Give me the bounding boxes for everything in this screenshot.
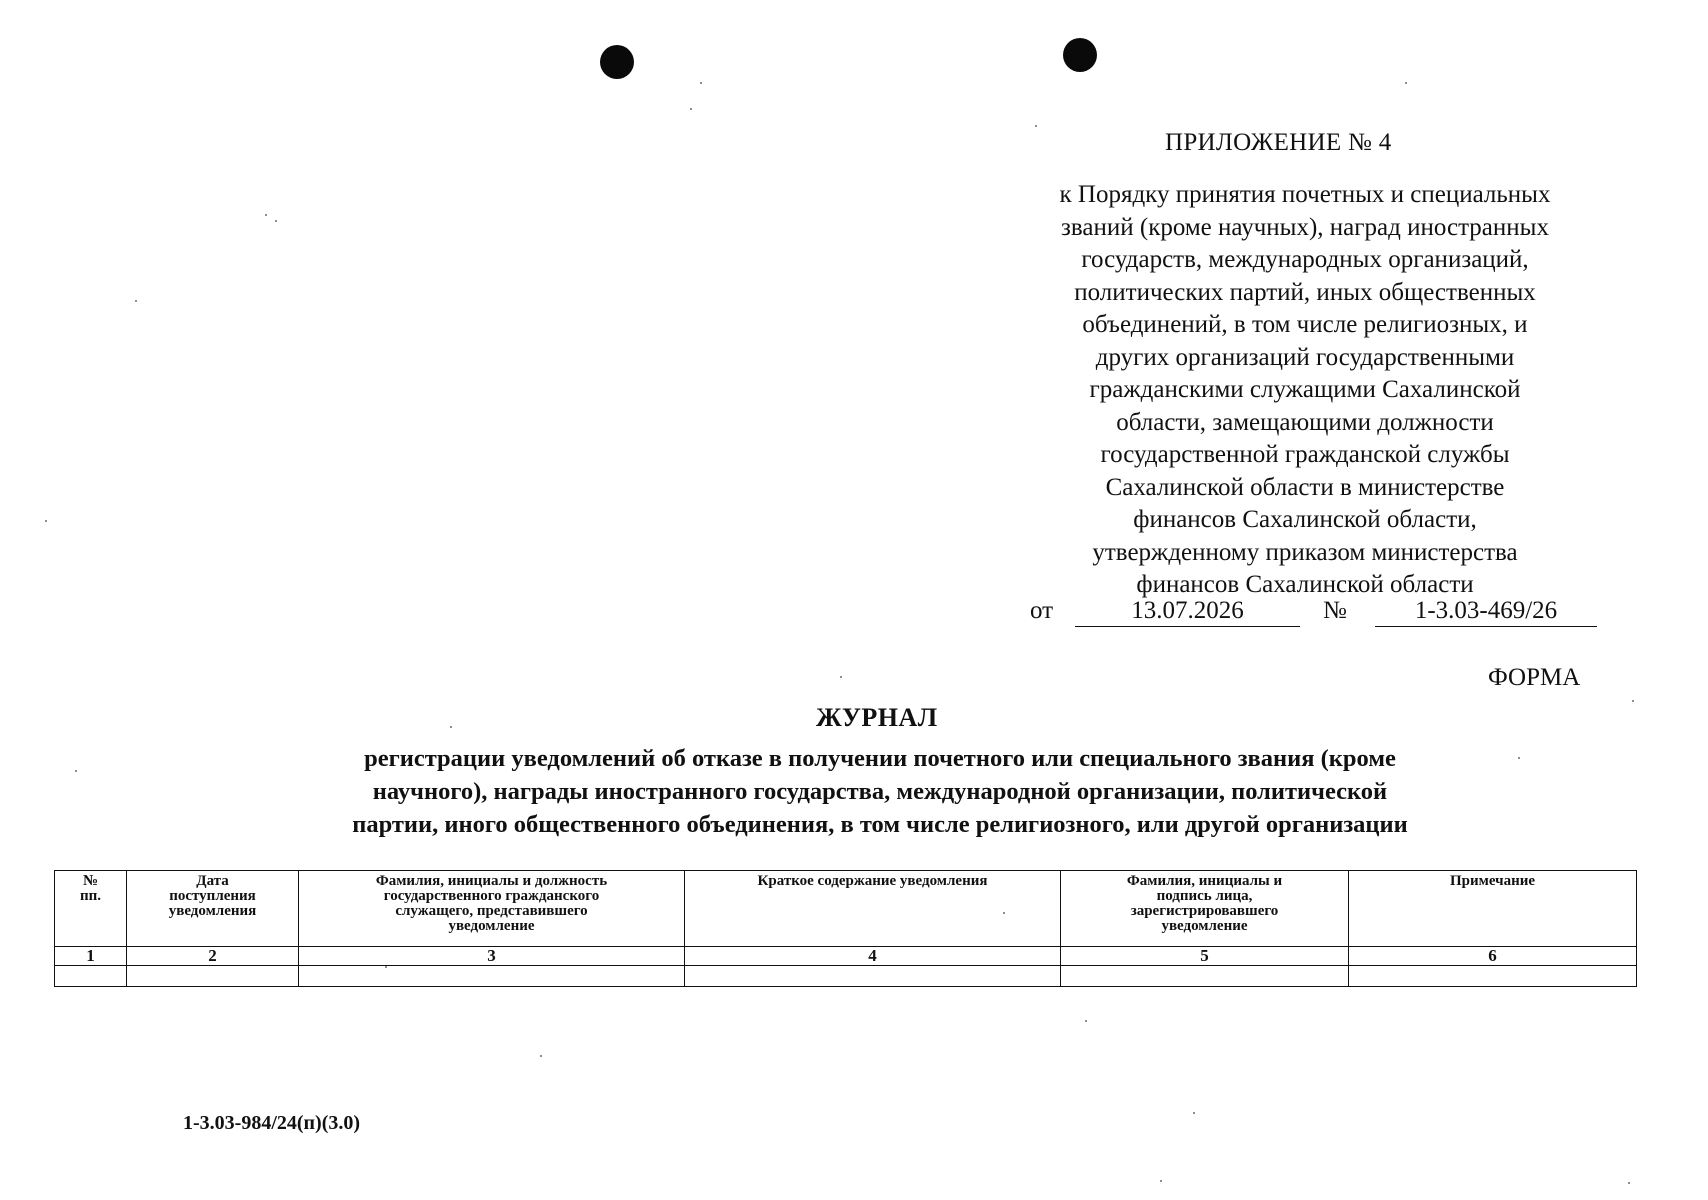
column-number: 5 bbox=[1061, 947, 1349, 966]
appendix-line: утвержденному приказом министерства bbox=[1092, 538, 1518, 566]
journal-subtitle-line: регистрации уведомлений об отказе в получении почетного или специального звания (кроме bbox=[364, 745, 1396, 772]
header-text: Фамилия, инициалы и подпись лица, зарегистрировавшего уведомление bbox=[1126, 873, 1283, 934]
scan-speck bbox=[275, 220, 277, 222]
scan-speck bbox=[135, 300, 137, 302]
scan-speck bbox=[1405, 82, 1407, 84]
scan-speck bbox=[1035, 125, 1037, 127]
appendix-title: ПРИЛОЖЕНИЕ № 4 bbox=[1165, 129, 1392, 156]
table-cell bbox=[299, 966, 685, 987]
header-text: Краткое содержание уведомления bbox=[757, 873, 988, 889]
appendix-line: финансов Сахалинской области, bbox=[1133, 506, 1477, 533]
appendix-line: званий (кроме научных), наград иностранных bbox=[1061, 213, 1549, 241]
punch-hole bbox=[1063, 38, 1097, 72]
order-number: 1-3.03-469/26 bbox=[1375, 597, 1597, 627]
header-cell-registrar bbox=[1061, 871, 1349, 947]
appendix-line: политических партий, иных общественных bbox=[1074, 278, 1536, 306]
appendix-line: государственной гражданской службы bbox=[1100, 441, 1510, 468]
table-cell bbox=[127, 966, 299, 987]
scan-speck bbox=[75, 770, 77, 772]
column-number: 3 bbox=[299, 947, 685, 966]
appendix-line: Сахалинской области в министерстве bbox=[1105, 473, 1505, 501]
header-cell-summary bbox=[685, 871, 1061, 947]
scan-speck bbox=[265, 214, 267, 216]
header-text: Фамилия, инициалы и должность государственного гражданского служащего, представившего уведомление bbox=[375, 873, 608, 934]
registration-table bbox=[54, 870, 1637, 987]
scan-speck bbox=[840, 676, 842, 678]
form-label: ФОРМА bbox=[1488, 664, 1581, 691]
number-label: № bbox=[1323, 597, 1347, 624]
table-number-row bbox=[55, 947, 1637, 966]
journal-subtitle bbox=[180, 742, 1580, 841]
appendix-description bbox=[1010, 179, 1600, 602]
appendix-line: государств, международных организаций, bbox=[1081, 246, 1529, 273]
appendix-line: области, замещающими должности bbox=[1116, 408, 1494, 436]
appendix-line: к Порядку принятия почетных и специальных bbox=[1059, 181, 1551, 208]
scan-speck bbox=[1628, 1182, 1630, 1184]
table-cell bbox=[55, 966, 127, 987]
scan-speck bbox=[45, 520, 47, 522]
header-text: Дата поступления уведомления bbox=[168, 873, 257, 919]
journal-subtitle-line: научного), награды иностранного государства, международной организации, политической bbox=[372, 778, 1388, 805]
header-cell-servant bbox=[299, 871, 685, 947]
column-number: 2 bbox=[127, 947, 299, 966]
header-text: Примечание bbox=[1449, 873, 1536, 889]
scan-speck bbox=[1193, 1112, 1195, 1114]
column-number: 6 bbox=[1349, 947, 1637, 966]
appendix-line: гражданскими служащими Сахалинской bbox=[1089, 376, 1521, 403]
scan-speck bbox=[690, 108, 692, 110]
journal-title: ЖУРНАЛ bbox=[816, 703, 938, 732]
document-code: 1-3.03-984/24(п)(3.0) bbox=[183, 1112, 361, 1134]
appendix-line: финансов Сахалинской области bbox=[1136, 571, 1474, 598]
header-cell-date bbox=[127, 871, 299, 947]
column-number: 1 bbox=[55, 947, 127, 966]
scan-speck bbox=[1085, 1020, 1087, 1022]
table-cell bbox=[685, 966, 1061, 987]
header-cell-note bbox=[1349, 871, 1637, 947]
journal-subtitle-line: партии, иного общественного объединения, в том числе религиозного, или другой организации bbox=[352, 811, 1408, 838]
scan-speck bbox=[1632, 700, 1634, 702]
appendix-line: объединений, в том числе религиозных, и bbox=[1082, 311, 1528, 338]
appendix-line: других организаций государственными bbox=[1095, 343, 1515, 371]
date-label: от bbox=[1030, 597, 1054, 624]
table-header-row bbox=[55, 871, 1637, 947]
table-cell bbox=[1061, 966, 1349, 987]
table-cell bbox=[1349, 966, 1637, 987]
scan-speck bbox=[540, 1055, 542, 1057]
order-date: 13.07.2026 bbox=[1075, 597, 1300, 627]
header-cell-number bbox=[55, 871, 127, 947]
header-text: № пп. bbox=[79, 873, 102, 904]
table-row bbox=[55, 966, 1637, 987]
punch-hole bbox=[600, 45, 634, 79]
scan-speck bbox=[1160, 1180, 1162, 1182]
scan-speck bbox=[450, 726, 452, 728]
column-number: 4 bbox=[685, 947, 1061, 966]
scan-speck bbox=[700, 82, 702, 84]
